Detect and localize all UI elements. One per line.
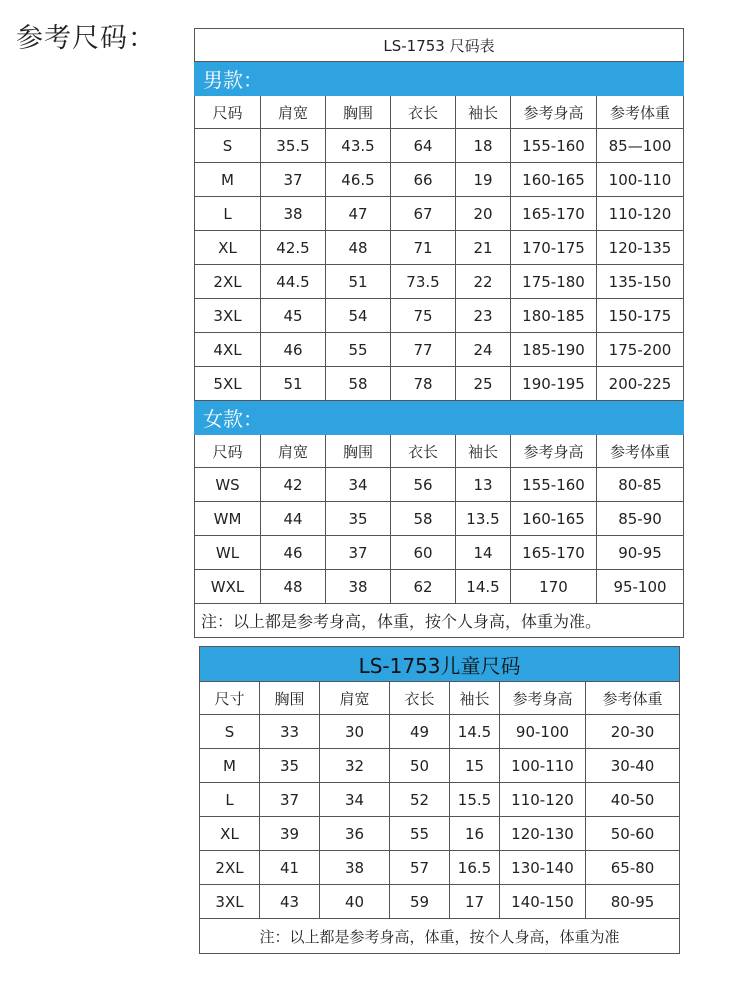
table-cell: 55 bbox=[326, 333, 391, 367]
table-cell: 59 bbox=[390, 885, 450, 919]
table-cell: 64 bbox=[391, 129, 456, 163]
table-cell: 95-100 bbox=[597, 570, 684, 604]
table-cell: WXL bbox=[195, 570, 261, 604]
kids-table-row bbox=[200, 851, 680, 885]
table-cell: 55 bbox=[390, 817, 450, 851]
table-cell: 175-180 bbox=[511, 265, 597, 299]
kids-table-row bbox=[200, 885, 680, 919]
table-cell: 42 bbox=[261, 468, 326, 502]
table-cell: 160-165 bbox=[511, 502, 597, 536]
header-cell: 衣长 bbox=[391, 96, 456, 129]
table-cell: 14.5 bbox=[456, 570, 511, 604]
women-section-row bbox=[195, 401, 684, 435]
table-cell: 34 bbox=[326, 468, 391, 502]
table-cell: 24 bbox=[456, 333, 511, 367]
table-cell: 37 bbox=[260, 783, 320, 817]
header-cell: 肩宽 bbox=[320, 682, 390, 715]
header-cell: 胸围 bbox=[326, 435, 391, 468]
table-cell: 42.5 bbox=[261, 231, 326, 265]
table-cell: 19 bbox=[456, 163, 511, 197]
header-cell: 尺码 bbox=[195, 435, 261, 468]
men-header-row bbox=[195, 96, 684, 129]
table-cell: M bbox=[195, 163, 261, 197]
header-cell: 袖长 bbox=[456, 96, 511, 129]
table-cell: 90-95 bbox=[597, 536, 684, 570]
table-cell: 46.5 bbox=[326, 163, 391, 197]
header-cell: 肩宽 bbox=[261, 96, 326, 129]
table-cell: 130-140 bbox=[500, 851, 586, 885]
table-cell: 36 bbox=[320, 817, 390, 851]
women-table-row bbox=[195, 536, 684, 570]
men-section-row bbox=[195, 62, 684, 96]
table-cell: 25 bbox=[456, 367, 511, 401]
table-cell: 20-30 bbox=[586, 715, 680, 749]
table-cell: 175-200 bbox=[597, 333, 684, 367]
men-section-label: 男款： bbox=[195, 62, 684, 96]
table-cell: 78 bbox=[391, 367, 456, 401]
table-cell: 65-80 bbox=[586, 851, 680, 885]
women-header-row bbox=[195, 435, 684, 468]
table-cell: 71 bbox=[391, 231, 456, 265]
table-cell: L bbox=[200, 783, 260, 817]
men-table-row bbox=[195, 231, 684, 265]
table-cell: 110-120 bbox=[500, 783, 586, 817]
table-cell: 35 bbox=[326, 502, 391, 536]
table-cell: 66 bbox=[391, 163, 456, 197]
table-cell: 135-150 bbox=[597, 265, 684, 299]
table-cell: 48 bbox=[326, 231, 391, 265]
table-cell: 58 bbox=[326, 367, 391, 401]
table-cell: 13.5 bbox=[456, 502, 511, 536]
table-cell: 54 bbox=[326, 299, 391, 333]
table-cell: 80-95 bbox=[586, 885, 680, 919]
table-cell: 35.5 bbox=[261, 129, 326, 163]
kids-size-table bbox=[199, 646, 680, 954]
table-cell: 46 bbox=[261, 333, 326, 367]
table-cell: 165-170 bbox=[511, 536, 597, 570]
table-cell: 21 bbox=[456, 231, 511, 265]
header-cell: 胸围 bbox=[326, 96, 391, 129]
table-cell: 50-60 bbox=[586, 817, 680, 851]
table-cell: 52 bbox=[390, 783, 450, 817]
table-cell: 2XL bbox=[200, 851, 260, 885]
table-cell: XL bbox=[195, 231, 261, 265]
table-cell: 44 bbox=[261, 502, 326, 536]
table-cell: 14 bbox=[456, 536, 511, 570]
kids-table-row bbox=[200, 749, 680, 783]
table-cell: L bbox=[195, 197, 261, 231]
men-table-row bbox=[195, 265, 684, 299]
table-cell: 40-50 bbox=[586, 783, 680, 817]
women-table-row bbox=[195, 502, 684, 536]
adult-note-row bbox=[195, 604, 684, 638]
table-cell: 14.5 bbox=[450, 715, 500, 749]
header-cell: 参考身高 bbox=[511, 96, 597, 129]
table-cell: 100-110 bbox=[597, 163, 684, 197]
table-cell: 2XL bbox=[195, 265, 261, 299]
table-cell: 73.5 bbox=[391, 265, 456, 299]
men-table-row bbox=[195, 333, 684, 367]
table-cell: 51 bbox=[326, 265, 391, 299]
header-cell: 参考体重 bbox=[597, 96, 684, 129]
table-cell: 185-190 bbox=[511, 333, 597, 367]
table-cell: 60 bbox=[391, 536, 456, 570]
men-table-row bbox=[195, 129, 684, 163]
table-cell: 16.5 bbox=[450, 851, 500, 885]
table-cell: 32 bbox=[320, 749, 390, 783]
table-cell: 155-160 bbox=[511, 129, 597, 163]
table-cell: 45 bbox=[261, 299, 326, 333]
table-cell: 80-85 bbox=[597, 468, 684, 502]
table-cell: 4XL bbox=[195, 333, 261, 367]
table-cell: 15.5 bbox=[450, 783, 500, 817]
table-cell: WM bbox=[195, 502, 261, 536]
table-cell: 37 bbox=[326, 536, 391, 570]
table-cell: 22 bbox=[456, 265, 511, 299]
kids-table-row bbox=[200, 783, 680, 817]
table-cell: XL bbox=[200, 817, 260, 851]
table-cell: 47 bbox=[326, 197, 391, 231]
table-cell: 180-185 bbox=[511, 299, 597, 333]
table-cell: 33 bbox=[260, 715, 320, 749]
header-cell: 参考体重 bbox=[586, 682, 680, 715]
reference-size-title: 参考尺码： bbox=[16, 23, 156, 54]
table-cell: S bbox=[195, 129, 261, 163]
women-table-row bbox=[195, 468, 684, 502]
table-cell: 38 bbox=[326, 570, 391, 604]
table-cell: 5XL bbox=[195, 367, 261, 401]
adult-table-title-row bbox=[195, 29, 684, 62]
table-cell: WL bbox=[195, 536, 261, 570]
table-cell: 62 bbox=[391, 570, 456, 604]
kids-note-row bbox=[200, 919, 680, 954]
kids-note: 注：以上都是参考身高，体重，按个人身高，体重为准 bbox=[200, 919, 680, 954]
table-cell: 43.5 bbox=[326, 129, 391, 163]
header-cell: 袖长 bbox=[450, 682, 500, 715]
table-cell: 67 bbox=[391, 197, 456, 231]
table-cell: 58 bbox=[391, 502, 456, 536]
table-cell: 170 bbox=[511, 570, 597, 604]
table-cell: 90-100 bbox=[500, 715, 586, 749]
header-cell: 参考身高 bbox=[500, 682, 586, 715]
table-cell: M bbox=[200, 749, 260, 783]
table-cell: 3XL bbox=[200, 885, 260, 919]
table-cell: 75 bbox=[391, 299, 456, 333]
table-cell: 165-170 bbox=[511, 197, 597, 231]
header-cell: 参考体重 bbox=[597, 435, 684, 468]
table-cell: 17 bbox=[450, 885, 500, 919]
table-cell: 46 bbox=[261, 536, 326, 570]
table-cell: 20 bbox=[456, 197, 511, 231]
women-table-row bbox=[195, 570, 684, 604]
kids-table-title: LS-1753儿童尺码 bbox=[200, 647, 680, 682]
header-cell: 尺寸 bbox=[200, 682, 260, 715]
header-cell: 袖长 bbox=[456, 435, 511, 468]
men-table-row bbox=[195, 299, 684, 333]
header-cell: 尺码 bbox=[195, 96, 261, 129]
header-cell: 衣长 bbox=[390, 682, 450, 715]
table-cell: 48 bbox=[261, 570, 326, 604]
table-cell: 34 bbox=[320, 783, 390, 817]
table-cell: 38 bbox=[320, 851, 390, 885]
table-cell: 41 bbox=[260, 851, 320, 885]
adult-size-table bbox=[194, 28, 684, 638]
table-cell: 18 bbox=[456, 129, 511, 163]
table-cell: 85-90 bbox=[597, 502, 684, 536]
men-table-row bbox=[195, 197, 684, 231]
adult-table-title: LS-1753 尺码表 bbox=[195, 29, 684, 62]
table-cell: 56 bbox=[391, 468, 456, 502]
table-cell: 85—100 bbox=[597, 129, 684, 163]
header-cell: 参考身高 bbox=[511, 435, 597, 468]
table-cell: 40 bbox=[320, 885, 390, 919]
table-cell: 30 bbox=[320, 715, 390, 749]
kids-table-row bbox=[200, 817, 680, 851]
table-cell: 150-175 bbox=[597, 299, 684, 333]
table-cell: 110-120 bbox=[597, 197, 684, 231]
table-cell: 15 bbox=[450, 749, 500, 783]
header-cell: 衣长 bbox=[391, 435, 456, 468]
women-section-label: 女款： bbox=[195, 401, 684, 435]
table-cell: 100-110 bbox=[500, 749, 586, 783]
header-cell: 胸围 bbox=[260, 682, 320, 715]
adult-note: 注：以上都是参考身高，体重，按个人身高，体重为准。 bbox=[195, 604, 684, 638]
table-cell: 160-165 bbox=[511, 163, 597, 197]
men-table-row bbox=[195, 367, 684, 401]
table-cell: 50 bbox=[390, 749, 450, 783]
table-cell: 44.5 bbox=[261, 265, 326, 299]
table-cell: 16 bbox=[450, 817, 500, 851]
table-cell: 57 bbox=[390, 851, 450, 885]
table-cell: 51 bbox=[261, 367, 326, 401]
table-cell: WS bbox=[195, 468, 261, 502]
kids-table-row bbox=[200, 715, 680, 749]
table-cell: 190-195 bbox=[511, 367, 597, 401]
kids-size-table-body bbox=[200, 647, 680, 954]
header-cell: 肩宽 bbox=[261, 435, 326, 468]
table-cell: 155-160 bbox=[511, 468, 597, 502]
table-cell: 37 bbox=[261, 163, 326, 197]
table-cell: 43 bbox=[260, 885, 320, 919]
table-cell: 49 bbox=[390, 715, 450, 749]
table-cell: 77 bbox=[391, 333, 456, 367]
table-cell: 140-150 bbox=[500, 885, 586, 919]
adult-size-table-body bbox=[195, 29, 684, 638]
table-cell: 13 bbox=[456, 468, 511, 502]
table-cell: 120-130 bbox=[500, 817, 586, 851]
kids-table-title-row bbox=[200, 647, 680, 682]
kids-header-row bbox=[200, 682, 680, 715]
table-cell: S bbox=[200, 715, 260, 749]
men-table-row bbox=[195, 163, 684, 197]
table-cell: 38 bbox=[261, 197, 326, 231]
table-cell: 39 bbox=[260, 817, 320, 851]
table-cell: 30-40 bbox=[586, 749, 680, 783]
table-cell: 23 bbox=[456, 299, 511, 333]
table-cell: 120-135 bbox=[597, 231, 684, 265]
table-cell: 170-175 bbox=[511, 231, 597, 265]
table-cell: 35 bbox=[260, 749, 320, 783]
table-cell: 3XL bbox=[195, 299, 261, 333]
table-cell: 200-225 bbox=[597, 367, 684, 401]
